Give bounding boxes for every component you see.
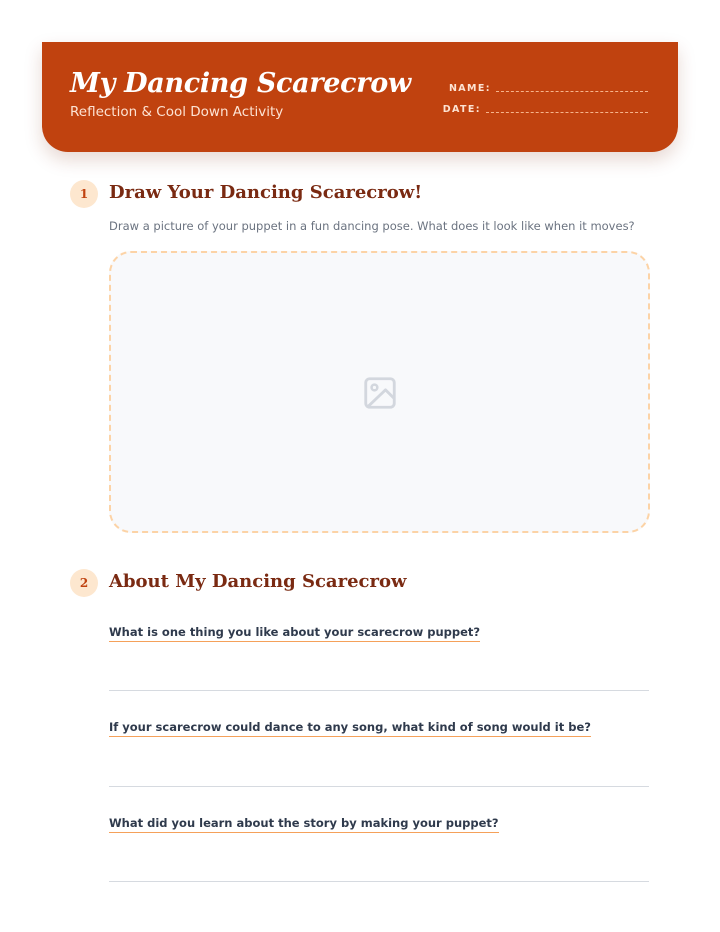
- date-blank-line[interactable]: [486, 111, 648, 113]
- date-field[interactable]: [443, 101, 648, 115]
- section-2-title: About My Dancing Scarecrow: [109, 571, 407, 592]
- date-label: DATE:: [442, 104, 481, 115]
- drawing-area[interactable]: [109, 251, 650, 533]
- image-icon: [361, 374, 399, 412]
- question-1: What is one thing you like about your scarecrow puppet?: [109, 625, 480, 642]
- name-field[interactable]: [449, 80, 648, 94]
- name-blank-line[interactable]: [496, 90, 648, 92]
- answer-line-2[interactable]: [109, 786, 649, 787]
- answer-line-1[interactable]: [109, 690, 649, 691]
- worksheet-subtitle: Reflection & Cool Down Activity: [70, 104, 284, 120]
- question-3: What did you learn about the story by making your puppet?: [109, 816, 499, 833]
- section-1-number-badge: 1: [70, 180, 98, 208]
- section-1-title: Draw Your Dancing Scarecrow!: [109, 182, 423, 203]
- section-2-number-badge: 2: [70, 569, 98, 597]
- worksheet-title: My Dancing Scarecrow: [70, 68, 411, 99]
- section-1-instructions: Draw a picture of your puppet in a fun dancing pose. What does it look like when it moves?: [109, 219, 635, 233]
- worksheet-header: [42, 42, 678, 152]
- answer-line-3[interactable]: [109, 881, 649, 882]
- question-2: If your scarecrow could dance to any song, what kind of song would it be?: [109, 720, 591, 737]
- name-label: NAME:: [448, 83, 491, 94]
